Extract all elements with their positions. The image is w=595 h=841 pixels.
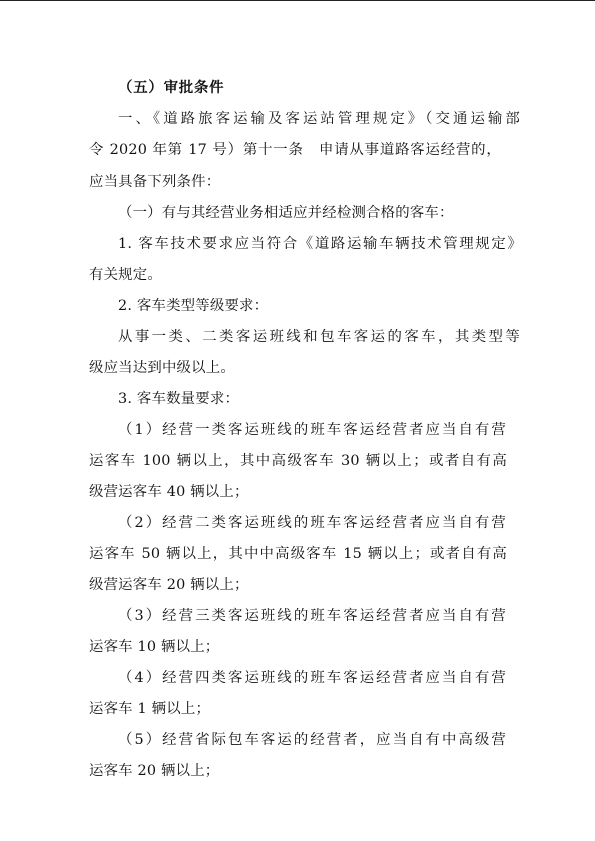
- paragraph-line: （2）经营二类客运班线的班车客运经营者应当自有营: [118, 515, 506, 531]
- paragraph-line: 级应当达到中级以上。: [89, 360, 235, 376]
- paragraph-line: 令 2020 年第 17 号）第十一条 申请从事道路客运经营的，: [89, 142, 501, 158]
- paragraph-line: 有关规定。: [89, 267, 162, 283]
- paragraph-line: 3. 客车数量要求：: [118, 391, 240, 407]
- paragraph-line: （一）有与其经营业务相适应并经检测合格的客车：: [118, 205, 454, 221]
- paragraph-line: 应当具备下列条件：: [89, 174, 221, 190]
- paragraph-line: 运客车 20 辆以上；: [89, 763, 220, 779]
- paragraph-line: 从事一类、二类客运班线和包车客运的客车，其类型等: [118, 329, 520, 345]
- paragraph-line: 2. 客车类型等级要求：: [118, 298, 269, 314]
- paragraph-line: 运客车 10 辆以上；: [89, 639, 220, 655]
- paragraph-line: 运客车 100 辆以上，其中高级客车 30 辆以上；或者自有高: [89, 453, 507, 469]
- paragraph-line: （1）经营一类客运班线的班车客运经营者应当自有营: [118, 422, 506, 438]
- paragraph-line: 级营运客车 20 辆以上；: [89, 577, 249, 593]
- paragraph-line: （5）经营省际包车客运的经营者，应当自有中高级营: [118, 732, 506, 748]
- paragraph-line: （4）经营四类客运班线的班车客运经营者应当自有营: [118, 670, 506, 686]
- paragraph-line: （3）经营三类客运班线的班车客运经营者应当自有营: [118, 608, 506, 624]
- section-heading: （五）审批条件: [118, 80, 225, 96]
- paragraph-line: 1. 客车技术要求应当符合《道路运输车辆技术管理规定》: [118, 236, 522, 252]
- paragraph-line: 运客车 1 辆以上；: [89, 701, 211, 717]
- paragraph-line: 级营运客车 40 辆以上；: [89, 484, 249, 500]
- paragraph-line: 运客车 50 辆以上，其中中高级客车 15 辆以上；或者自有高: [89, 546, 507, 562]
- paragraph-line: 一、《道路旅客运输及客运站管理规定》（交通运输部: [118, 111, 520, 127]
